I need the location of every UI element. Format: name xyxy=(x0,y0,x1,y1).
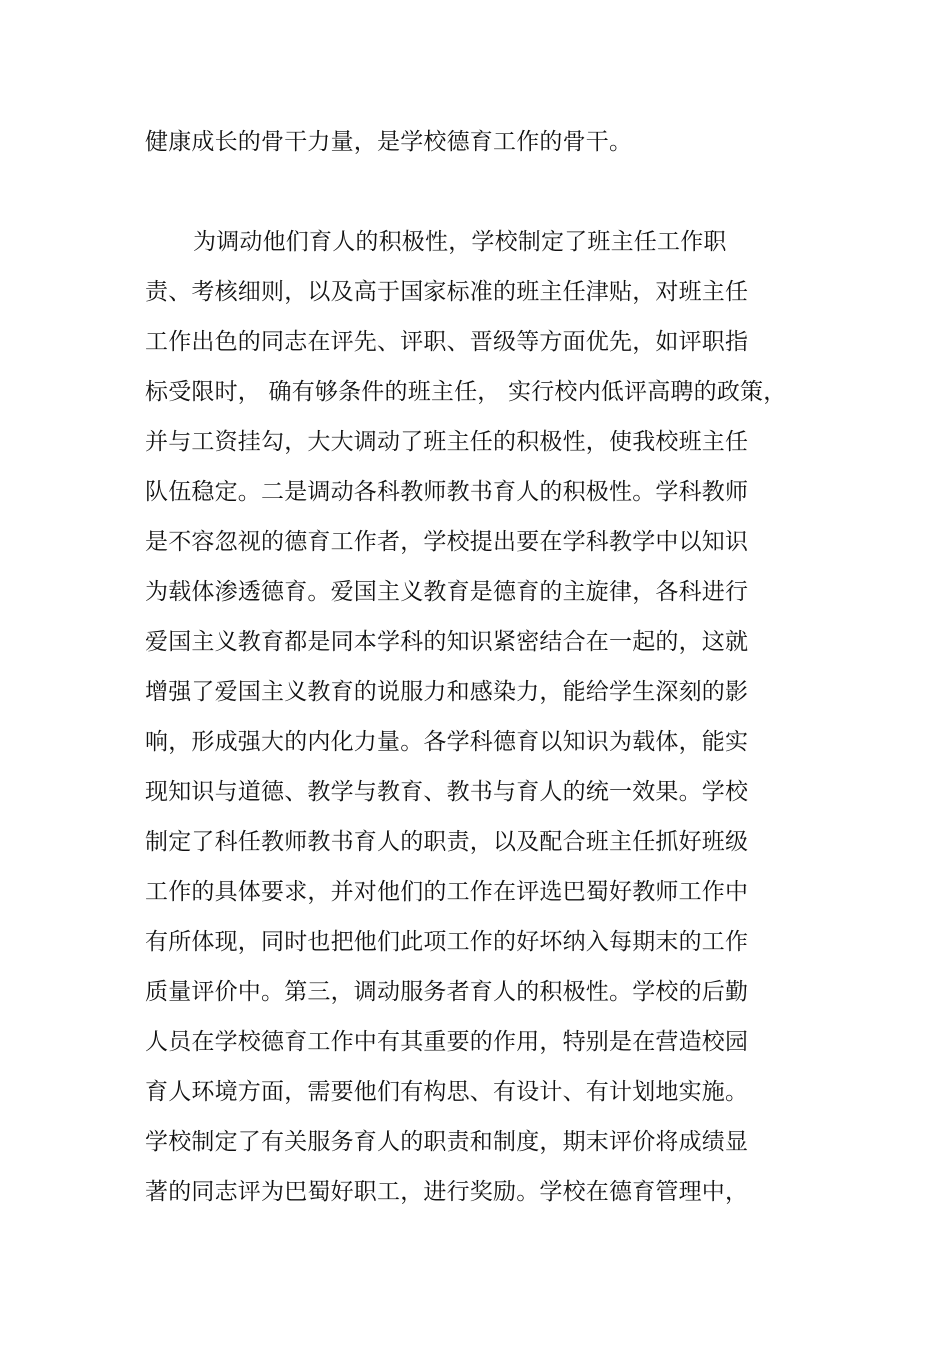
text-line-15: 工作的具体要求，并对他们的工作在评选巴蜀好教师工作中 xyxy=(145,879,749,905)
text-line-18: 人员在学校德育工作中有其重要的作用，特别是在营造校园 xyxy=(145,1029,749,1055)
text-line-20: 学校制定了有关服务育人的职责和制度，期末评价将成绩显 xyxy=(145,1129,749,1155)
text-line-7: 队伍稳定。二是调动各科教师教书育人的积极性。学科教师 xyxy=(145,479,749,505)
text-line-3: 责、考核细则，以及高于国家标准的班主任津贴，对班主任 xyxy=(145,279,749,305)
text-line-11: 增强了爱国主义教育的说服力和感染力，能给学生深刻的影 xyxy=(145,679,749,705)
text-line-6: 并与工资挂勾，大大调动了班主任的积极性，使我校班主任 xyxy=(145,429,749,455)
text-line-10: 爱国主义教育都是同本学科的知识紧密结合在一起的，这就 xyxy=(145,629,749,655)
text-line-13: 现知识与道德、教学与教育、教书与育人的统一效果。学校 xyxy=(145,779,749,805)
text-line-21: 著的同志评为巴蜀好职工，进行奖励。学校在德育管理中， xyxy=(145,1179,749,1205)
text-line-2: 为调动他们育人的积极性，学校制定了班主任工作职 xyxy=(193,229,727,255)
text-line-12: 响，形成强大的内化力量。各学科德育以知识为载体，能实 xyxy=(145,729,749,755)
text-line-8: 是不容忽视的德育工作者，学校提出要在学科教学中以知识 xyxy=(145,529,749,555)
text-line-17: 质量评价中。第三，调动服务者育人的积极性。学校的后勤 xyxy=(145,979,749,1005)
text-line-4: 工作出色的同志在评先、评职、晋级等方面优先，如评职指 xyxy=(145,329,749,355)
text-line-9: 为载体渗透德育。爱国主义教育是德育的主旋律，各科进行 xyxy=(145,579,749,605)
text-line-5: 标受限时， 确有够条件的班主任， 实行校内低评高聘的政策， xyxy=(145,379,787,405)
text-line-16: 有所体现，同时也把他们此项工作的好坏纳入每期末的工作 xyxy=(145,929,749,955)
text-line-1: 健康成长的骨干力量，是学校德育工作的骨干。 xyxy=(145,129,633,155)
text-line-14: 制定了科任教师教书育人的职责，以及配合班主任抓好班级 xyxy=(145,829,749,855)
text-line-19: 育人环境方面，需要他们有构思、有设计、有计划地实施。 xyxy=(145,1079,749,1105)
